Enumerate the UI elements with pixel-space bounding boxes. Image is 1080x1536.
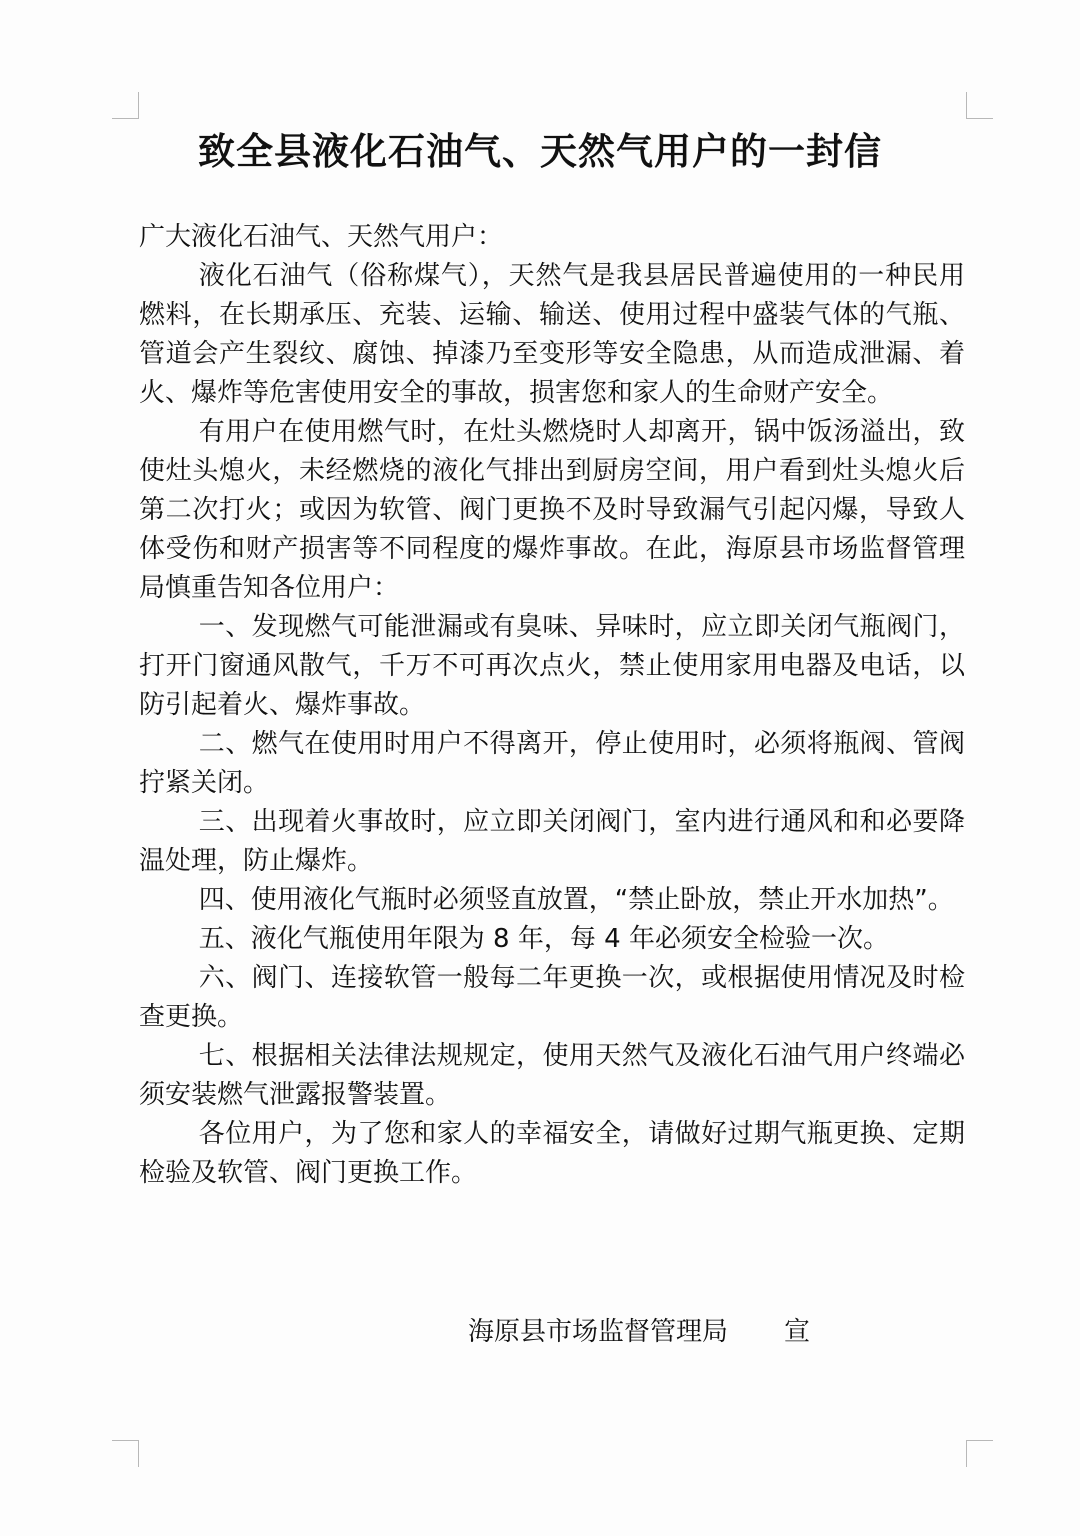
signature-org: 海原县市场监督管理局 xyxy=(468,1317,729,1347)
rule-1: 一、发现燃气可能泄漏或有臭味、异味时，应立即关闭气瓶阀门，打开门窗通风散气，千万不可再次点火，禁止使用家用电器及电话，以防引起着火、爆炸事故。 xyxy=(139,612,965,720)
signature-suffix: 宣 xyxy=(784,1317,811,1347)
rule-6: 六、阀门、连接软管一般每二年更换一次，或根据使用情况及时检查更换。 xyxy=(139,963,965,1032)
signature xyxy=(468,1313,810,1352)
crop-mark-bottom-left xyxy=(112,1440,139,1467)
salutation: 广大液化石油气、天然气用户： xyxy=(139,222,504,252)
rule-2: 二、燃气在使用时用户不得离开，停止使用时，必须将瓶阀、管阀拧紧关闭。 xyxy=(139,729,965,798)
paragraph-intro: 液化石油气（俗称煤气），天然气是我县居民普遍使用的一种民用燃料，在长期承压、充装、运输、输送、使用过程中盛装气体的气瓶、管道会产生裂纹、腐蚀、掉漆乃至变形等安全隐患，从而造成泄漏、着火、爆炸等危害使用安全的事故，损害您和家人的生命财产安全。 xyxy=(139,261,965,408)
rule-7: 七、根据相关法律法规规定，使用天然气及液化石油气用户终端必须安装燃气泄露报警装置。 xyxy=(139,1041,965,1110)
letter-body xyxy=(139,218,965,1193)
rule-4: 四、使用液化气瓶时必须竖直放置，“禁止卧放，禁止开水加热”。 xyxy=(198,885,954,915)
paragraph-incident: 有用户在使用燃气时，在灶头燃烧时人却离开，锅中饭汤溢出，致使灶头熄火，未经燃烧的液化气排出到厨房空间，用户看到灶头熄火后第二次打火；或因为软管、阀门更换不及时导致漏气引起闪爆，导致人体受伤和财产损害等不同程度的爆炸事故。在此，海原县市场监督管理局慎重告知各位用户： xyxy=(139,417,965,603)
crop-mark-bottom-right xyxy=(966,1440,993,1467)
crop-mark-top-left xyxy=(112,92,139,119)
letter-title: 致全县液化石油气、天然气用户的一封信 xyxy=(198,130,882,173)
rule-5: 五、液化气瓶使用年限为 8 年，每 4 年必须安全检验一次。 xyxy=(198,924,889,954)
crop-mark-top-right xyxy=(966,92,993,119)
paragraph-closing: 各位用户，为了您和家人的幸福安全，请做好过期气瓶更换、定期检验及软管、阀门更换工作。 xyxy=(139,1119,965,1188)
rule-3: 三、出现着火事故时，应立即关闭阀门，室内进行通风和和必要降温处理，防止爆炸。 xyxy=(139,807,965,876)
